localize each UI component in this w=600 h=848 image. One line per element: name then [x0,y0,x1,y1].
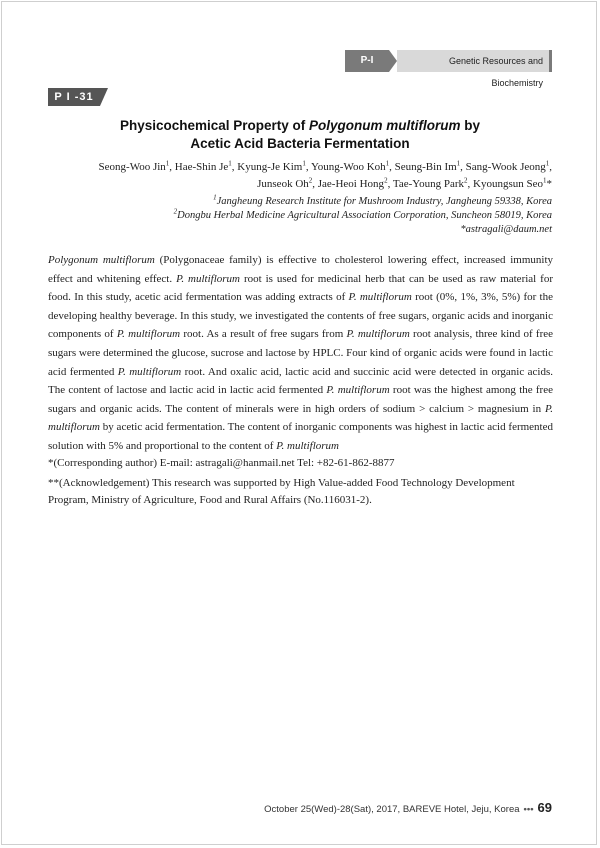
author-name: Sang-Wook Jeong [465,161,546,173]
title-line2: Acetic Acid Bacteria Fermentation [190,136,410,151]
species-name: P. multiflorum [326,384,390,397]
author-separator: , [389,161,395,173]
abstract-run: root (0%, 1%, 3%, 5%) for the developing healthy beverage. In this study, we investigated the contents of free sugars, organic acids and inorganic components of [48,291,553,341]
author-affiliation-mark: 1 [545,159,550,168]
author-separator: , [169,161,175,173]
species-name: Polygonum multiflorum [48,254,155,266]
author-name: Jae-Heoi Hong [317,178,385,190]
species-name: P. multiflorum [117,365,182,378]
author-affiliation-mark: 1 [456,159,461,168]
author-separator: , [467,178,474,190]
species-name: P. multiflorum [176,272,241,285]
author-affiliation-mark: 1 [302,159,306,168]
species-name: P. multiflorum [348,291,412,304]
author-name: Kyung-Je Kim [237,161,303,173]
affiliation-line [32,195,552,209]
author-affiliation-mark: 1 [543,176,547,185]
abstract-run: root. And oxalic acid, lactic acid and succinic acid were detected in organic acids. The content of lactose and lactic acid in lactic acid fermented [48,365,554,397]
affiliation-mark: 2 [173,207,178,216]
poster-badge [48,88,108,106]
session-header [345,50,552,88]
author-name: Junseok Oh [257,178,309,190]
corresponding-author-note: *(Corresponding author) E-mail: astragali@hanmail.net Tel: +82-61-862-8877 [48,457,395,469]
badge-slant [100,88,108,106]
author-affiliation-mark: 1 [165,159,170,168]
session-code: P-I [345,50,389,72]
affiliation-line [32,209,552,223]
title-species: Polygonum multiflorum [309,118,461,133]
abstract-run: root was the highest among the free sugars and organic acids. The content of minerals were in high orders of sodium > calcium > magnesium in [48,384,553,415]
session-title: Genetic Resources and Biochemistry [397,50,552,72]
acknowledgement-line1: **(Acknowledgement) This research was supported by High Value-added Food Technology Development [48,477,515,489]
badge-label: P I -31 [54,91,94,103]
acknowledgement-line2: Program, Ministry of Agriculture, Food and Rural Affairs (No.116031-2). [48,494,372,506]
species-name: P. multiflorum [346,328,410,341]
affiliation-text: Dongbu Herbal Medicine Agricultural Association Corporation, Suncheon 58019, Korea [177,210,552,221]
title-post: by [460,118,481,133]
footnotes [48,455,548,509]
author-name: Seong-Woo Jin [98,161,166,173]
author-affiliation-mark: 2 [384,176,388,185]
author-affiliation-mark: 2 [308,176,313,185]
footer-dots: ••• [523,804,534,815]
author-affiliation-mark: 2 [464,176,468,185]
author-name: Hae-Shin Je [174,161,229,173]
abstract-run: (Polygonaceae family) is effective to cholesterol lowering effect, increased immunity effect and whitening effect. [48,254,553,285]
abstract-run: by acetic acid fermentation. The content of inorganic components was highest in lactic acid fermented solution with 5% and proportional to the content of [48,421,553,452]
author-separator: , [305,161,311,173]
author-separator: , [549,161,552,173]
title-pre: Physicochemical Property of [119,118,310,133]
affiliation-line [32,223,552,237]
page-footer [192,800,552,818]
affiliation-text: *astragali@daum.net [460,224,552,235]
abstract-run: root is used for medicinal herb that can be used as raw material for food. In this study, acetic acid fermentation was adding extracts of [48,272,553,304]
abstract-run: root analysis, three kind of free sugars were determined the glucose, sucrose and lactose by HPLC. Four kind of organic acids were found in lactic acid fermented [48,328,553,378]
species-name: P. multiflorum [276,439,339,452]
conference-info: October 25(Wed)-28(Sat), 2017, BAREVE Hotel, Jeju, Korea [264,804,520,815]
author-separator: * [546,178,552,190]
author-name: Young-Woo Koh [310,161,386,173]
affiliation-list [32,195,552,237]
species-name: P. multiflorum [48,402,553,434]
affiliation-text: Jangheung Research Institute for Mushroom Industry, Jangheung 59338, Korea [216,196,552,207]
author-separator: , [231,161,238,173]
author-affiliation-mark: 1 [228,159,232,168]
author-list [32,159,552,193]
session-arrow-icon [389,50,397,72]
author-name: Seung-Bin Im [394,161,457,173]
abstract-run: root. As a result of free sugars from [180,328,347,341]
author-name: Tae-Young Park [392,178,465,190]
abstract-text [48,251,553,456]
page-number: 69 [537,800,552,815]
author-separator: , [460,161,466,173]
author-affiliation-mark: 1 [385,159,390,168]
species-name: P. multiflorum [116,328,181,341]
affiliation-mark: 1 [213,193,217,202]
paper-title [0,117,600,153]
author-separator: , [387,178,393,190]
author-separator: , [312,178,318,190]
author-name: Kyoungsun Seo [473,178,543,190]
